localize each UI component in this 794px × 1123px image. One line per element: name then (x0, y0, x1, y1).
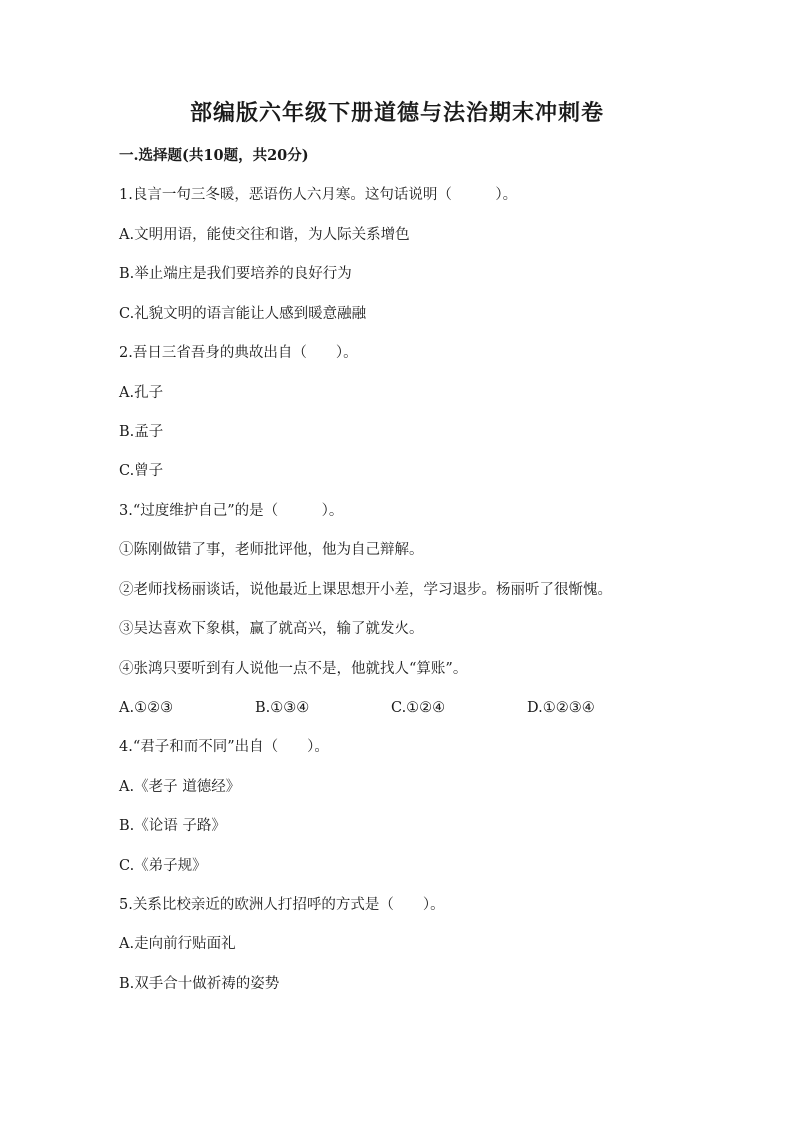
question-3-statement-1: ①陈刚做错了事，老师批评他，他为自己辩解。 (119, 542, 424, 558)
question-3-statement-2: ②老师找杨丽谈话，说他最近上课思想开小差，学习退步。杨丽听了很惭愧。 (119, 582, 612, 598)
question-1-stem: 1.良言一句三冬暖，恶语伤人六月寒。这句话说明（ ）。 (119, 187, 518, 203)
question-3-statement-4: ④张鸿只要听到有人说他一点不是，他就找人“算账”。 (119, 661, 468, 677)
question-1-option-b: B.举止端庄是我们要培养的良好行为 (119, 266, 352, 282)
question-3-option-a: A.①②③ (119, 700, 174, 716)
question-5-stem: 5.关系比校亲近的欧洲人打招呼的方式是（ ）。 (119, 897, 445, 913)
question-4-option-c: C.《弟子规》 (119, 858, 207, 874)
page-title: 部编版六年级下册道德与法治期末冲刺卷 (189, 100, 604, 126)
question-3-option-b: B.①③④ (255, 700, 310, 716)
question-3-option-d: D.①②③④ (527, 700, 595, 716)
question-4-option-a: A.《老子 道德经》 (119, 779, 241, 795)
question-2-stem: 2.吾日三省吾身的典故出自（ ）。 (119, 345, 358, 361)
question-1-option-a: A.文明用语，能使交往和谐，为人际关系增色 (119, 227, 410, 243)
question-1-option-c: C.礼貌文明的语言能让人感到暖意融融 (119, 306, 367, 322)
question-2-option-b: B.孟子 (119, 424, 164, 440)
question-3-option-c: C.①②④ (391, 700, 446, 716)
question-2-option-c: C.曾子 (119, 463, 164, 479)
question-4-stem: 4.“君子和而不同”出自（ ）。 (119, 739, 329, 755)
question-5-option-a: A.走向前行贴面礼 (119, 936, 236, 952)
question-2-option-a: A.孔子 (119, 385, 164, 401)
question-3-stem: 3.“过度维护自己”的是（ ）。 (119, 503, 344, 519)
section-heading: 一.选择题(共10题，共20分) (119, 147, 309, 164)
question-4-option-b: B.《论语 子路》 (119, 818, 226, 834)
question-5-option-b: B.双手合十做祈祷的姿势 (119, 976, 280, 992)
question-3-statement-3: ③吴达喜欢下象棋，赢了就高兴，输了就发火。 (119, 621, 424, 637)
